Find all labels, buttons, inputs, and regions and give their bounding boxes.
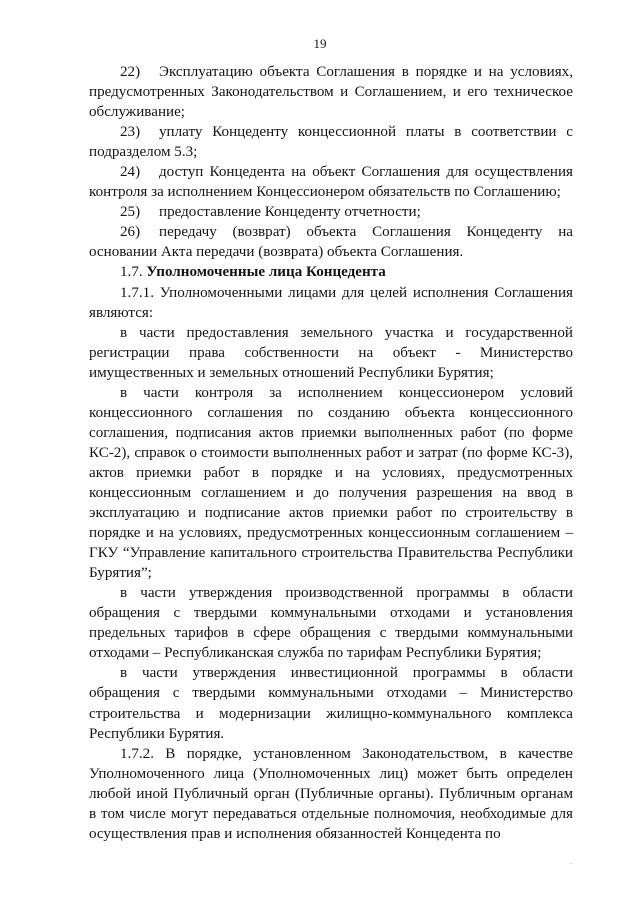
paragraph-land: в части предоставления земельного участка и государственной регистрации права собственности на объект - Министерство имущественных и земельных отношений Республики Бурятия; (89, 324, 573, 381)
list-item-22 (89, 62, 573, 122)
paragraph-1-7-2: 1.7.2. В порядке, установленном Законодательством, в качестве Уполномоченного лица (Уполномоченных лиц) может быть определен любой иной Публичный орган (Публичные органы). Публичным органам в том числе могут передаваться отдельные полномочия, необходимые для осуществления прав и исполнения обязанностей Концедента по (89, 745, 573, 842)
item-number: 26) (120, 224, 141, 241)
section-title: Уполномоченные лица Концедента (146, 264, 386, 281)
item-number: 23) (120, 124, 141, 141)
item-number: 25) (120, 204, 141, 221)
item-text: предоставление Концеденту отчетности; (159, 204, 421, 221)
list-item-24 (89, 162, 573, 202)
paragraph-control: в части контроля за исполнением концессионером условий концессионного соглашения по созданию объекта концессионного соглашения, подписания актов приемки выполненных работ (по форме КС-2), справок о стоимости выполненных работ и затрат (по форме КС-3), актов приемки работ в порядке и на условиях, предусмотренных концессионным соглашением и до получения разрешения на ввод в эксплуатацию и подписание актов приемки работ по строительству в порядке и на условиях, предусмотренных концессионным соглашением – ГКУ “Управление капитального строительства Правительства Республики Бурятия”; (89, 384, 573, 582)
item-text: Эксплуатацию объекта Соглашения в порядке и на условиях, предусмотренных Законодательством и Соглашением, и его техническое обслуживание; (89, 64, 573, 121)
paragraph-1-7-1: 1.7.1. Уполномоченными лицами для целей исполнения Соглашения являются: (89, 284, 573, 321)
paragraph-investment: в части утверждения инвестиционной программы в области обращения с твердыми коммунальными отходами – Министерство строительства и модернизации жилищно-коммунального комплекса Республики Бурятия. (89, 665, 573, 742)
item-text: доступ Концедента на объект Соглашения для осуществления контроля за исполнением Концессионером обязательств по Соглашению; (89, 164, 573, 201)
paragraph-production: в части утверждения производственной программы в области обращения с твердыми коммунальными отходами и установления предельных тарифов в сфере обращения с твердыми коммунальными отходами – Республиканская служба по тарифам Республики Бурятия; (89, 585, 573, 662)
section-heading (89, 262, 573, 282)
item-text: передачу (возврат) объекта Соглашения Концеденту на основании Акта передачи (возврата) объекта Соглашения. (89, 224, 573, 261)
document-body (89, 62, 573, 844)
section-number: 1.7. (120, 264, 143, 281)
scan-mark: . (570, 857, 572, 866)
item-text: уплату Концеденту концессионной платы в соответствии с подразделом 5.3; (89, 124, 573, 161)
page-number: 19 (313, 36, 327, 51)
list-item-25 (89, 202, 573, 222)
list-item-26 (89, 222, 573, 262)
item-number: 22) (120, 64, 141, 80)
list-item-23 (89, 122, 573, 162)
item-number: 24) (120, 164, 141, 181)
